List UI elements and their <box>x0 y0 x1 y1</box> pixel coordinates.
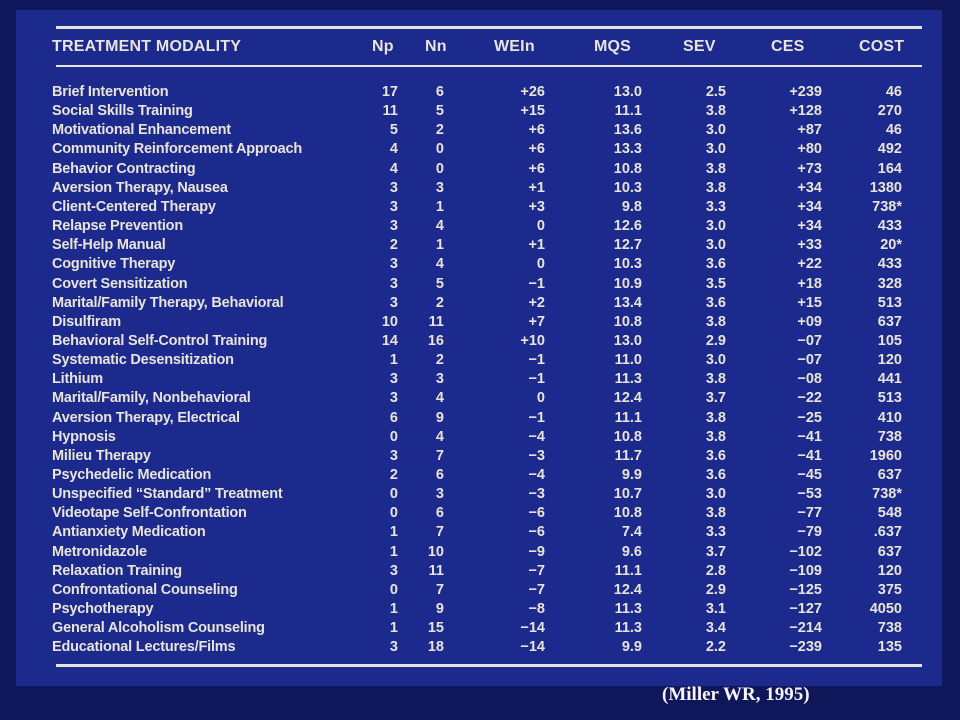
table-cell: +7 <box>528 313 545 330</box>
table-cell: 2 <box>435 122 444 139</box>
table-cell: 738* <box>872 198 902 215</box>
table-cell: 738* <box>872 486 902 503</box>
treatment-name: Metronidazole <box>52 543 147 560</box>
table-cell: 10.7 <box>613 486 642 503</box>
table-cell: 3.3 <box>705 524 726 541</box>
table-cell: 3.8 <box>705 371 726 388</box>
citation: (Miller WR, 1995) <box>662 684 810 705</box>
table-cell: 3.8 <box>705 313 726 330</box>
table-cell: +34 <box>797 198 822 215</box>
column-header-0: TREATMENT MODALITY <box>52 38 242 55</box>
column-header-3: WEIn <box>494 38 535 55</box>
treatment-name: Marital/Family Therapy, Behavioral <box>52 294 284 311</box>
table-cell: −102 <box>789 543 822 560</box>
table-cell: 11 <box>428 562 444 579</box>
table-cell: 6 <box>435 505 444 522</box>
table-cell: 5 <box>389 122 398 139</box>
table-cell: 4050 <box>869 601 902 618</box>
table-cell: 4 <box>389 160 398 177</box>
table-cell: 3 <box>389 390 398 407</box>
table-cell: 46 <box>885 122 902 139</box>
table-cell: 4 <box>435 428 444 445</box>
table-cell: +15 <box>520 103 545 120</box>
table-cell: 13.6 <box>613 122 642 139</box>
table-cell: −14 <box>520 620 545 637</box>
table-cell: 3.8 <box>705 160 726 177</box>
table-cell: 3 <box>389 447 398 464</box>
table-cell: 12.6 <box>613 218 642 235</box>
table-cell: 375 <box>877 581 902 598</box>
table-cell: 6 <box>389 409 398 426</box>
table-cell: −1 <box>528 371 545 388</box>
table-cell: 20* <box>880 237 902 254</box>
table-cell: 4 <box>435 256 444 273</box>
table-cell: +22 <box>797 256 822 273</box>
table-cell: 10.9 <box>613 275 642 292</box>
table-cell: 3 <box>389 562 398 579</box>
table-cell: 12.7 <box>613 237 642 254</box>
column-header-7: COST <box>859 38 905 55</box>
table-cell: −8 <box>528 601 545 618</box>
table-cell: +6 <box>528 141 545 158</box>
table-cell: 3.0 <box>705 141 726 158</box>
table-cell: 13.3 <box>613 141 642 158</box>
table-cell: 3 <box>435 486 444 503</box>
table-cell: 637 <box>877 543 902 560</box>
table-cell: 6 <box>435 84 444 100</box>
treatment-name: Behavior Contracting <box>52 160 196 177</box>
table-cell: 513 <box>877 390 902 407</box>
treatment-name: Social Skills Training <box>52 103 193 120</box>
treatment-name: Videotape Self-Confrontation <box>52 505 247 522</box>
table-cell: 10.8 <box>613 313 642 330</box>
table-cell: 3.6 <box>705 256 726 273</box>
table-cell: +09 <box>797 313 822 330</box>
treatment-name: Unspecified “Standard” Treatment <box>52 486 283 503</box>
treatment-name: Marital/Family, Nonbehavioral <box>52 390 251 407</box>
table-cell: 0 <box>536 390 545 407</box>
table-cell: 1 <box>435 198 444 215</box>
table-cell: −53 <box>797 486 822 503</box>
table-cell: 9.6 <box>621 543 642 560</box>
table-cell: −22 <box>797 390 822 407</box>
table-cell: 548 <box>877 505 902 522</box>
table-cell: −77 <box>797 505 822 522</box>
table-cell: 433 <box>877 218 902 235</box>
table-cell: 2.9 <box>705 581 726 598</box>
table-cell: +6 <box>528 122 545 139</box>
table-cell: 10.8 <box>613 428 642 445</box>
treatment-name: Behavioral Self-Control Training <box>52 332 268 349</box>
table-cell: −127 <box>789 601 822 618</box>
table-cell: 11.0 <box>614 352 642 369</box>
table-cell: 2.8 <box>705 562 726 579</box>
treatment-name: Milieu Therapy <box>52 447 151 464</box>
table-cell: 3.5 <box>705 275 726 292</box>
table-cell: 1 <box>389 543 398 560</box>
treatment-name: Confrontational Counseling <box>52 581 238 598</box>
table-cell: −3 <box>528 486 545 503</box>
table-cell: +87 <box>797 122 822 139</box>
table-cell: 4 <box>435 390 444 407</box>
table-cell: +26 <box>520 84 545 100</box>
treatment-name: Motivational Enhancement <box>52 122 231 139</box>
table-cell: 11.3 <box>614 371 642 388</box>
table-cell: −07 <box>797 352 822 369</box>
table-cell: 7 <box>435 581 444 598</box>
treatment-name: General Alcoholism Counseling <box>52 620 265 637</box>
table-cell: +2 <box>528 294 545 311</box>
treatment-name: Lithium <box>52 371 103 388</box>
table-cell: 637 <box>877 313 902 330</box>
table-cell: 3.0 <box>705 237 726 254</box>
table-cell: 3.0 <box>705 486 726 503</box>
table-cell: 7 <box>435 524 444 541</box>
table-cell: 2.5 <box>705 84 726 100</box>
table-cell: 10 <box>381 313 398 330</box>
table-cell: 120 <box>877 352 902 369</box>
table-cell: 18 <box>427 639 444 656</box>
table-cell: 3.7 <box>705 543 726 560</box>
table-cell: 12.4 <box>613 390 642 407</box>
table-cell: 1960 <box>869 447 902 464</box>
table-cell: 3 <box>389 639 398 656</box>
table-cell: 3.6 <box>705 467 726 483</box>
table-cell: 5 <box>435 275 444 292</box>
table-cell: 3.3 <box>705 198 726 215</box>
treatment-name: Hypnosis <box>52 428 116 445</box>
treatment-name: Antianxiety Medication <box>52 524 206 541</box>
table-cell: −14 <box>520 639 545 656</box>
table-cell: 11.7 <box>614 447 642 464</box>
table-cell: 3 <box>435 179 444 196</box>
table-cell: 9.9 <box>621 639 642 656</box>
treatment-name: Aversion Therapy, Electrical <box>52 409 240 426</box>
table-cell: 17 <box>381 84 398 100</box>
table-cell: 270 <box>877 103 902 120</box>
table-cell: 738 <box>877 620 902 637</box>
treatment-name: Relapse Prevention <box>52 218 183 235</box>
table-cell: 3.1 <box>705 601 726 618</box>
table-cell: 4 <box>435 218 444 235</box>
table-cell: 0 <box>435 141 444 158</box>
table-cell: +33 <box>797 237 822 254</box>
table-cell: 3 <box>389 179 398 196</box>
table-cell: 6 <box>435 467 444 483</box>
table-cell: 11.1 <box>614 562 642 579</box>
table-cell: −214 <box>789 620 822 637</box>
table-cell: −45 <box>797 467 822 483</box>
table-cell: 328 <box>877 275 902 292</box>
treatment-name: Covert Sensitization <box>52 275 188 292</box>
table-cell: 3 <box>389 218 398 235</box>
table-cell: +73 <box>797 160 822 177</box>
treatment-name: Aversion Therapy, Nausea <box>52 179 228 196</box>
table-cell: 0 <box>389 428 398 445</box>
table-cell: 16 <box>427 332 444 349</box>
table-cell: 12.4 <box>613 581 642 598</box>
table-cell: 1 <box>389 620 398 637</box>
table-cell: −6 <box>528 505 545 522</box>
table-cell: −109 <box>789 562 822 579</box>
treatment-name: Self-Help Manual <box>52 237 166 254</box>
header-rule <box>56 65 922 67</box>
table-cell: +6 <box>528 160 545 177</box>
table-cell: 492 <box>877 141 902 158</box>
table-cell: −125 <box>789 581 822 598</box>
table-cell: 11 <box>428 313 444 330</box>
table-cell: +239 <box>789 84 822 100</box>
table-cell: 9 <box>435 409 444 426</box>
table-cell: 11.3 <box>614 601 642 618</box>
table-cell: 0 <box>435 160 444 177</box>
table-cell: 135 <box>877 639 902 656</box>
table-cell: .637 <box>873 524 902 541</box>
table-cell: +18 <box>797 275 822 292</box>
treatment-name: Psychotherapy <box>52 601 154 618</box>
treatment-name: Relaxation Training <box>52 562 182 579</box>
table-cell: 11 <box>382 103 398 120</box>
table-cell: 2.2 <box>705 639 726 656</box>
table-cell: −25 <box>797 409 822 426</box>
table-cell: 15 <box>427 620 444 637</box>
table-cell: +15 <box>797 294 822 311</box>
table-cell: −1 <box>528 352 545 369</box>
table-cell: 3 <box>389 256 398 273</box>
table-cell: 9.9 <box>621 467 642 483</box>
table-cell: −79 <box>797 524 822 541</box>
table-cell: −1 <box>528 409 545 426</box>
table-cell: 3 <box>389 371 398 388</box>
table-cell: 2 <box>435 352 444 369</box>
table-cell: 1 <box>389 352 398 369</box>
column-header-4: MQS <box>594 38 632 55</box>
table-cell: 2 <box>435 294 444 311</box>
table-cell: 10.8 <box>613 160 642 177</box>
table-cell: 2 <box>389 237 398 254</box>
table-cell: 3 <box>389 294 398 311</box>
table-cell: −6 <box>528 524 545 541</box>
table-cell: 5 <box>435 103 444 120</box>
treatment-name: Brief Intervention <box>52 84 169 100</box>
table-cell: 10 <box>427 543 444 560</box>
column-header-1: Np <box>372 38 394 55</box>
table-cell: 1 <box>435 237 444 254</box>
table-cell: −4 <box>528 428 545 445</box>
table-cell: 7.4 <box>621 524 642 541</box>
table-cell: 10.8 <box>613 505 642 522</box>
treatment-name: Disulfiram <box>52 313 121 330</box>
table-cell: 738 <box>877 428 902 445</box>
table-cell: 3.8 <box>705 103 726 120</box>
table-cell: −9 <box>528 543 545 560</box>
table-cell: 513 <box>877 294 902 311</box>
table-cell: −41 <box>797 428 822 445</box>
table-cell: +1 <box>528 237 545 254</box>
table-cell: 3.8 <box>705 428 726 445</box>
table-cell: −3 <box>528 447 545 464</box>
table-cell: 11.1 <box>614 103 642 120</box>
table-cell: 13.0 <box>613 332 642 349</box>
treatment-name: Educational Lectures/Films <box>52 639 236 656</box>
table-cell: 3.4 <box>705 620 726 637</box>
table-cell: −4 <box>528 467 545 483</box>
table-cell: 0 <box>536 218 545 235</box>
table-cell: 3 <box>389 275 398 292</box>
table-cell: 3.8 <box>705 179 726 196</box>
table-cell: 3.0 <box>705 122 726 139</box>
table-cell: −07 <box>797 332 822 349</box>
table-cell: 3.6 <box>705 447 726 464</box>
table-cell: 14 <box>381 332 398 349</box>
table-cell: 13.0 <box>613 84 642 100</box>
table-cell: 10.3 <box>613 256 642 273</box>
table-cell: 410 <box>877 409 902 426</box>
column-header-5: SEV <box>683 38 716 55</box>
table-cell: +80 <box>797 141 822 158</box>
table-cell: 1 <box>389 601 398 618</box>
table-cell: −08 <box>797 371 822 388</box>
table-cell: 7 <box>435 447 444 464</box>
table-cell: 4 <box>389 141 398 158</box>
table-cell: −239 <box>789 639 822 656</box>
treatment-name: Cognitive Therapy <box>52 256 176 273</box>
table-cell: 2 <box>389 467 398 483</box>
table-cell: 637 <box>877 467 902 483</box>
table-cell: 105 <box>877 332 902 349</box>
table-cell: +10 <box>520 332 545 349</box>
bottom-rule <box>56 664 922 667</box>
slide <box>16 10 942 686</box>
table-cell: 46 <box>885 84 902 100</box>
table-cell: −1 <box>528 275 545 292</box>
table-cell: 164 <box>877 160 902 177</box>
column-header-2: Nn <box>425 38 447 55</box>
table-cell: 1 <box>389 524 398 541</box>
table-cell: 0 <box>389 486 398 503</box>
table-cell: 120 <box>877 562 902 579</box>
table-cell: 3.8 <box>705 505 726 522</box>
top-rule <box>56 26 922 29</box>
table-cell: +3 <box>528 198 545 215</box>
table-cell: 3 <box>389 198 398 215</box>
table-cell: +128 <box>789 103 822 120</box>
table-cell: 1380 <box>869 179 902 196</box>
table-cell: −7 <box>528 562 545 579</box>
table-cell: 433 <box>877 256 902 273</box>
table-cell: 3 <box>435 371 444 388</box>
table-cell: +34 <box>797 218 822 235</box>
treatment-name: Client-Centered Therapy <box>52 198 216 215</box>
table-cell: 3.8 <box>705 409 726 426</box>
table-cell: 11.3 <box>614 620 642 637</box>
table-cell: 0 <box>536 256 545 273</box>
table-cell: 10.3 <box>613 179 642 196</box>
treatment-name: Systematic Desensitization <box>52 352 234 369</box>
table-cell: 3.0 <box>705 218 726 235</box>
table-cell: +34 <box>797 179 822 196</box>
treatment-name: Community Reinforcement Approach <box>52 141 303 158</box>
table-cell: +1 <box>528 179 545 196</box>
table-cell: 13.4 <box>613 294 642 311</box>
treatment-name: Psychedelic Medication <box>52 467 212 483</box>
table-cell: 11.1 <box>614 409 642 426</box>
table-cell: 0 <box>389 505 398 522</box>
column-header-6: CES <box>771 38 805 55</box>
table-cell: 9 <box>435 601 444 618</box>
table-cell: 441 <box>877 371 902 388</box>
table-cell: −41 <box>797 447 822 464</box>
table-cell: −7 <box>528 581 545 598</box>
table-cell: 9.8 <box>621 198 642 215</box>
table-cell: 0 <box>389 581 398 598</box>
table-cell: 3.6 <box>705 294 726 311</box>
table-cell: 3.0 <box>705 352 726 369</box>
table-cell: 3.7 <box>705 390 726 407</box>
table-cell: 2.9 <box>705 332 726 349</box>
